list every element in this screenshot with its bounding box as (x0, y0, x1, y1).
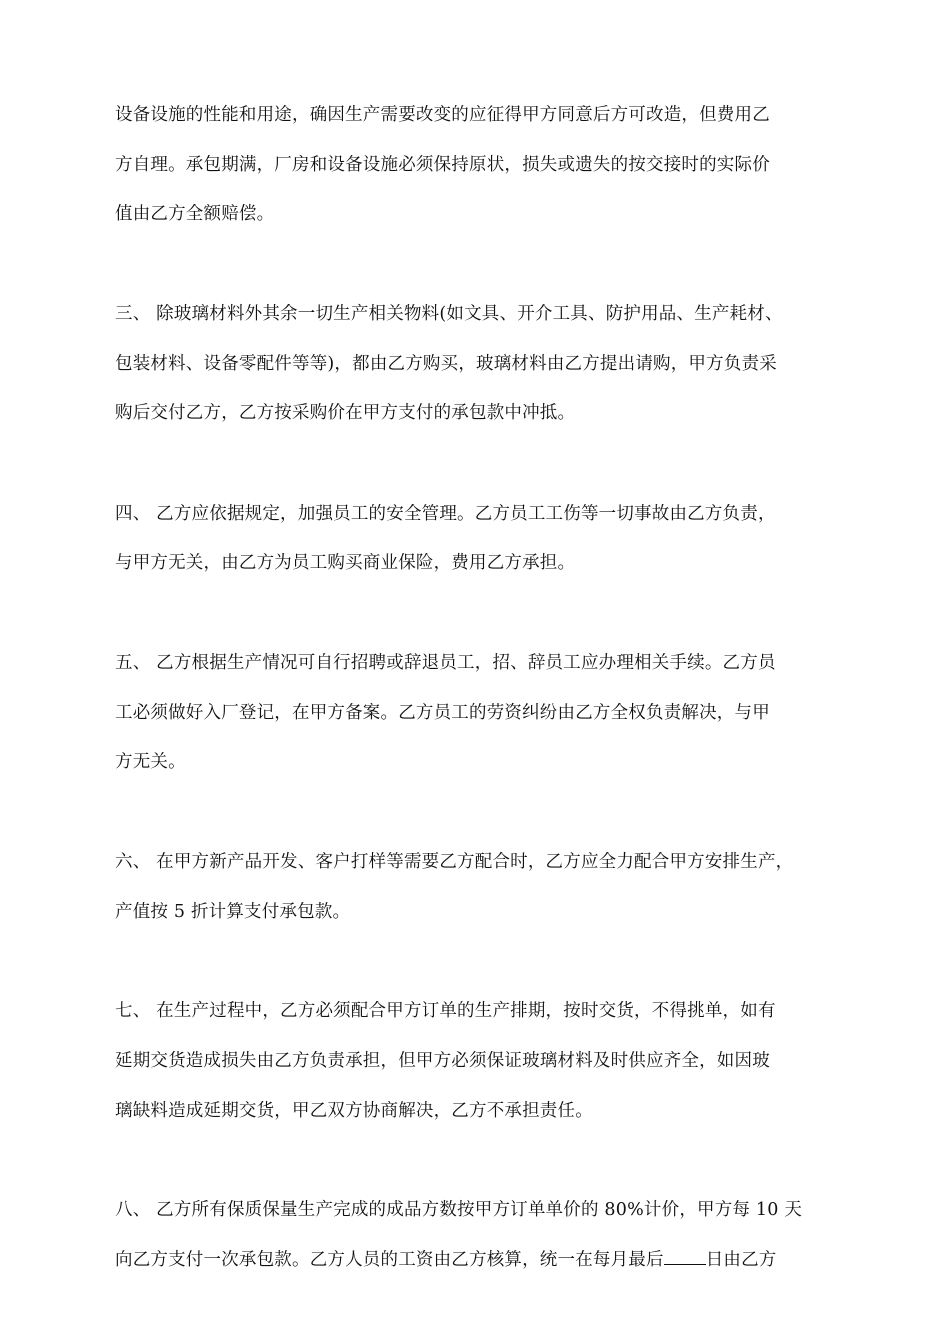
text-line: 六、 在甲方新产品开发、客户打样等需要乙方配合时，乙方应全力配合甲方安排生产， (115, 852, 794, 872)
text-line: 四、 乙方应依据规定，加强员工的安全管理。乙方员工工伤等一切事故由乙方负责， (115, 504, 776, 524)
text-segment: 日由乙方 (705, 1250, 777, 1270)
text-line: 包装材料、设备零配件等等)，都由乙方购买，玻璃材料由乙方提出请购，甲方负责采 (115, 354, 777, 374)
text-line: 购后交付乙方，乙方按采购价在甲方支付的承包款中冲抵。 (115, 403, 576, 423)
text-line: 三、 除玻璃材料外其余一切生产相关物料(如文具、开介工具、防护用品、生产耗材、 (115, 304, 783, 324)
text-line: 工必须做好入厂登记，在甲方备案。乙方员工的劳资纠纷由乙方全权负责解决，与甲 (115, 703, 770, 723)
text-line: 方无关。 (115, 752, 186, 772)
text-line: 延期交货造成损失由乙方负责承担，但甲方必须保证玻璃材料及时供应齐全，如因玻 (115, 1051, 770, 1071)
text-line: 产值按 5 折计算支付承包款。 (115, 902, 351, 922)
text-segment: 向乙方支付一次承包款。乙方人员的工资由乙方核算，统一在每月最后 (115, 1250, 664, 1270)
text-line: 值由乙方全额赔偿。 (115, 204, 275, 224)
text-line: 八、 乙方所有保质保量生产完成的成品方数按甲方订单单价的 80%计价，甲方每 10 天 (115, 1200, 803, 1220)
text-line: 璃缺料造成延期交货，甲乙双方协商解决，乙方不承担责任。 (115, 1101, 593, 1121)
text-line: 方自理。承包期满，厂房和设备设施必须保持原状，损失或遗失的按交接时的实际价 (115, 155, 770, 175)
text-line (115, 1248, 845, 1272)
text-line: 七、 在生产过程中，乙方必须配合甲方订单的生产排期，按时交货，不得挑单，如有 (115, 1001, 776, 1021)
fill-in-blank (664, 1248, 706, 1265)
text-line: 设备设施的性能和用途，确因生产需要改变的应征得甲方同意后方可改造，但费用乙 (115, 105, 770, 125)
text-line: 五、 乙方根据生产情况可自行招聘或辞退员工，招、辞员工应办理相关手续。乙方员 (115, 653, 776, 673)
text-line: 与甲方无关，由乙方为员工购买商业保险，费用乙方承担。 (115, 553, 576, 573)
